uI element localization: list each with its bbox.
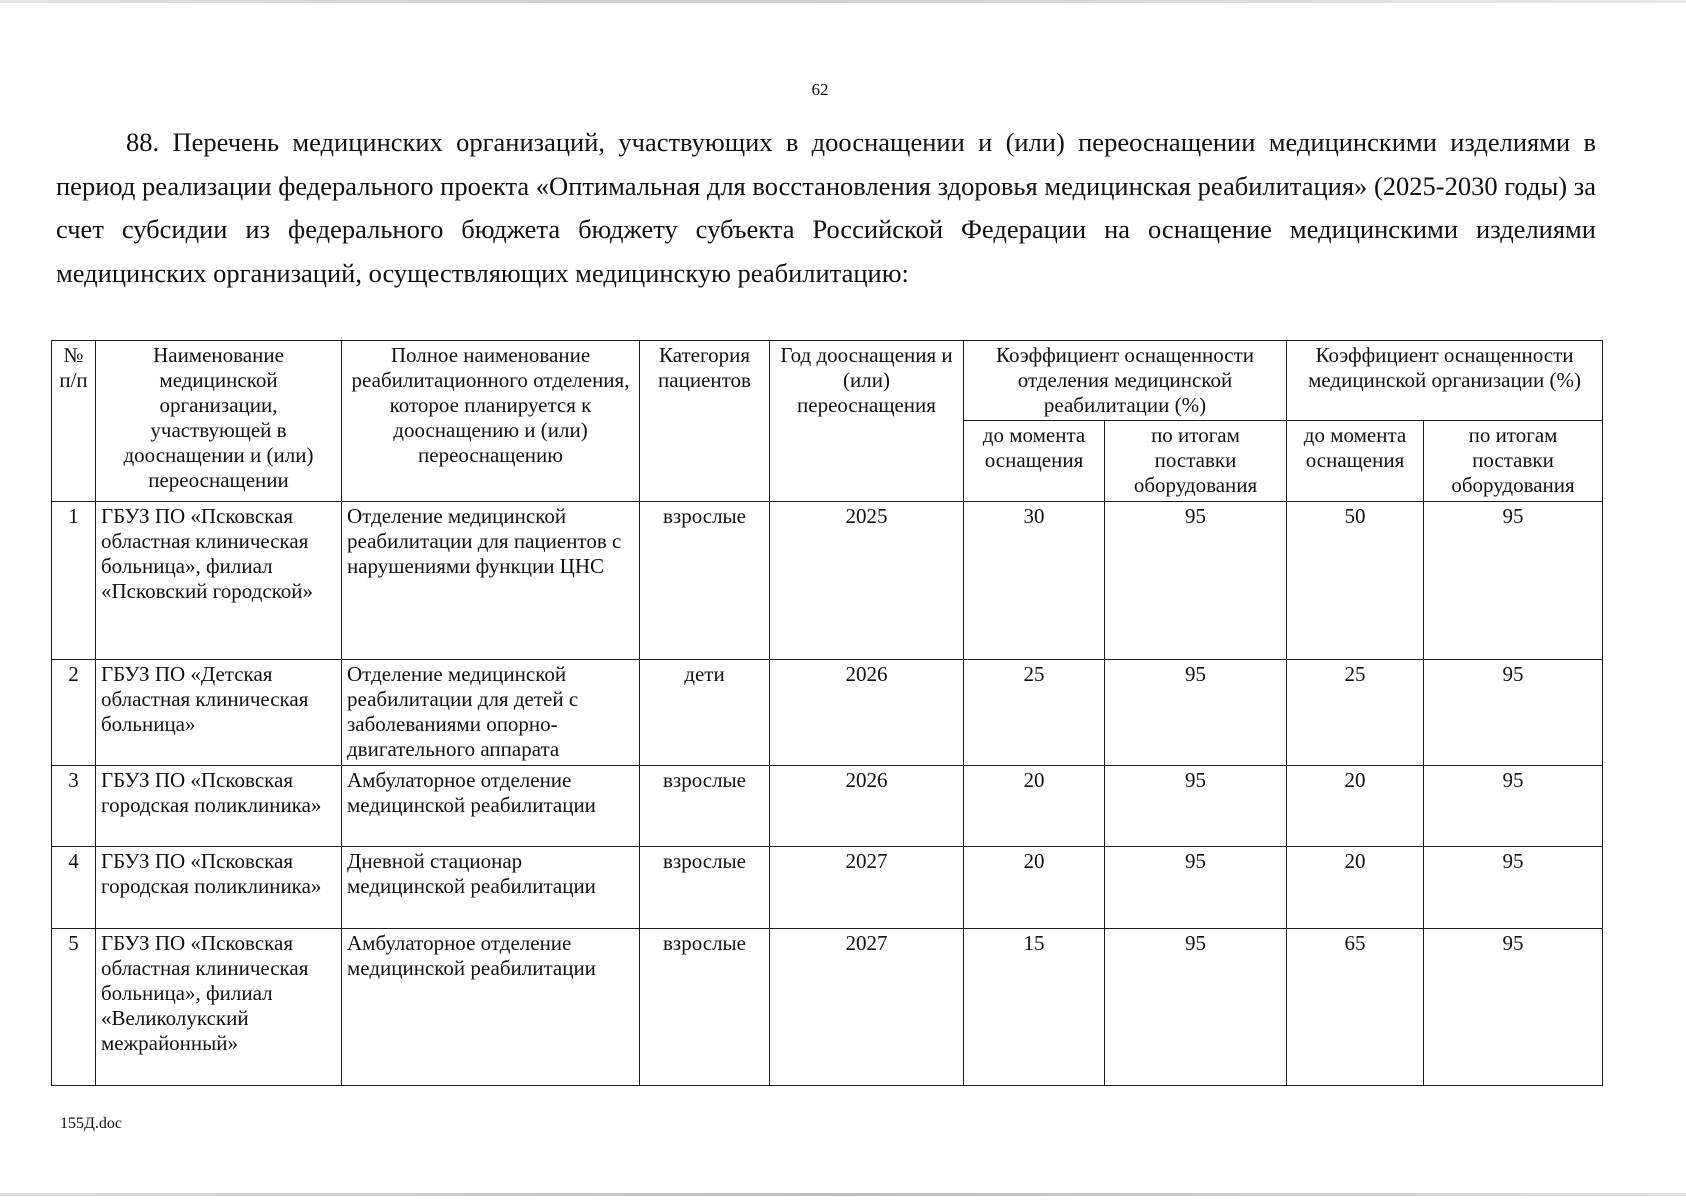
scan-edge-bottom [0, 1193, 1686, 1196]
row-org-name: ГБУЗ ПО «Псковская городская поликлиника» [96, 847, 342, 929]
header-row-top [52, 341, 1603, 421]
page-number: 62 [811, 80, 829, 99]
row-num: 1 [52, 502, 96, 660]
row-org-name: ГБУЗ ПО «Детская областная клиническая больница» [96, 660, 342, 766]
row-dept-name: Отделение медицинской реабилитации для детей с заболеваниями опорно-двигательного аппарата [342, 660, 640, 766]
row-year: 2025 [770, 502, 964, 660]
row-dept-before: 20 [964, 847, 1105, 929]
row-org-before: 50 [1287, 502, 1424, 660]
row-org-before: 25 [1287, 660, 1424, 766]
header-num: № п/п [52, 341, 96, 502]
organizations-table [51, 340, 1603, 1086]
row-num: 5 [52, 929, 96, 1086]
row-org-after: 95 [1424, 502, 1603, 660]
row-year: 2027 [770, 847, 964, 929]
row-dept-after: 95 [1105, 847, 1287, 929]
header-org-after: по итогам поставки оборудования [1424, 421, 1603, 502]
scan-edge-top [0, 0, 1686, 3]
header-patient-category: Категория пациентов [640, 341, 770, 502]
header-dept-after: по итогам поставки оборудования [1105, 421, 1287, 502]
header-org-name: Наименование медицинской организации, участвующей в дооснащении и (или) переоснащении [96, 341, 342, 502]
row-org-name: ГБУЗ ПО «Псковская областная клиническая больница», филиал «Псковский городской» [96, 502, 342, 660]
row-num: 4 [52, 847, 96, 929]
row-category: взрослые [640, 766, 770, 847]
header-org-before: до момента оснащения [1287, 421, 1424, 502]
row-dept-name: Амбулаторное отделение медицинской реабилитации [342, 929, 640, 1086]
table-row [52, 766, 1603, 847]
row-dept-name: Отделение медицинской реабилитации для пациентов с нарушениями функции ЦНС [342, 502, 640, 660]
row-dept-before: 25 [964, 660, 1105, 766]
header-dept-name: Полное наименование реабилитационного отделения, которое планируется к дооснащению и (или) переоснащению [342, 341, 640, 502]
row-org-name: ГБУЗ ПО «Псковская городская поликлиника» [96, 766, 342, 847]
table-row [52, 929, 1603, 1086]
row-dept-before: 15 [964, 929, 1105, 1086]
row-num: 3 [52, 766, 96, 847]
row-year: 2026 [770, 660, 964, 766]
row-dept-after: 95 [1105, 660, 1287, 766]
header-year: Год дооснащения и (или) переоснащения [770, 341, 964, 502]
row-dept-name: Амбулаторное отделение медицинской реабилитации [342, 766, 640, 847]
header-dept-before: до момента оснащения [964, 421, 1105, 502]
table-row [52, 502, 1603, 660]
row-category: взрослые [640, 502, 770, 660]
row-year: 2026 [770, 766, 964, 847]
section-heading: 88. Перечень медицинских организаций, участвующих в дооснащении и (или) переоснащении медицинскими изделиями в период реализации федерального проекта «Оптимальная для восстановления здоровья медицинская реабилитация» (2025-2030 годы) за счет субсидии из федерального бюджета бюджету субъекта Российской Федерации на оснащение медицинскими изделиями медицинских организаций, осуществляющих медицинскую реабилитацию: [56, 127, 1596, 288]
footer-filename: 155Д.doc [60, 1115, 123, 1132]
row-org-after: 95 [1424, 847, 1603, 929]
row-category: взрослые [640, 847, 770, 929]
row-org-after: 95 [1424, 929, 1603, 1086]
row-org-before: 65 [1287, 929, 1424, 1086]
row-category: дети [640, 660, 770, 766]
row-year: 2027 [770, 929, 964, 1086]
row-dept-after: 95 [1105, 502, 1287, 660]
row-org-after: 95 [1424, 766, 1603, 847]
row-category: взрослые [640, 929, 770, 1086]
table-row [52, 660, 1603, 766]
header-dept-coefficient: Коэффициент оснащенности отделения медицинской реабилитации (%) [964, 341, 1287, 421]
table-row [52, 847, 1603, 929]
row-org-name: ГБУЗ ПО «Псковская областная клиническая больница», филиал «Великолукский межрайонный» [96, 929, 342, 1086]
row-num: 2 [52, 660, 96, 766]
row-dept-after: 95 [1105, 929, 1287, 1086]
row-org-before: 20 [1287, 847, 1424, 929]
row-dept-before: 30 [964, 502, 1105, 660]
row-dept-after: 95 [1105, 766, 1287, 847]
row-dept-before: 20 [964, 766, 1105, 847]
row-org-before: 20 [1287, 766, 1424, 847]
organizations-table-container [51, 340, 1602, 1086]
header-org-coefficient: Коэффициент оснащенности медицинской организации (%) [1287, 341, 1603, 421]
row-org-after: 95 [1424, 660, 1603, 766]
row-dept-name: Дневной стационар медицинской реабилитации [342, 847, 640, 929]
